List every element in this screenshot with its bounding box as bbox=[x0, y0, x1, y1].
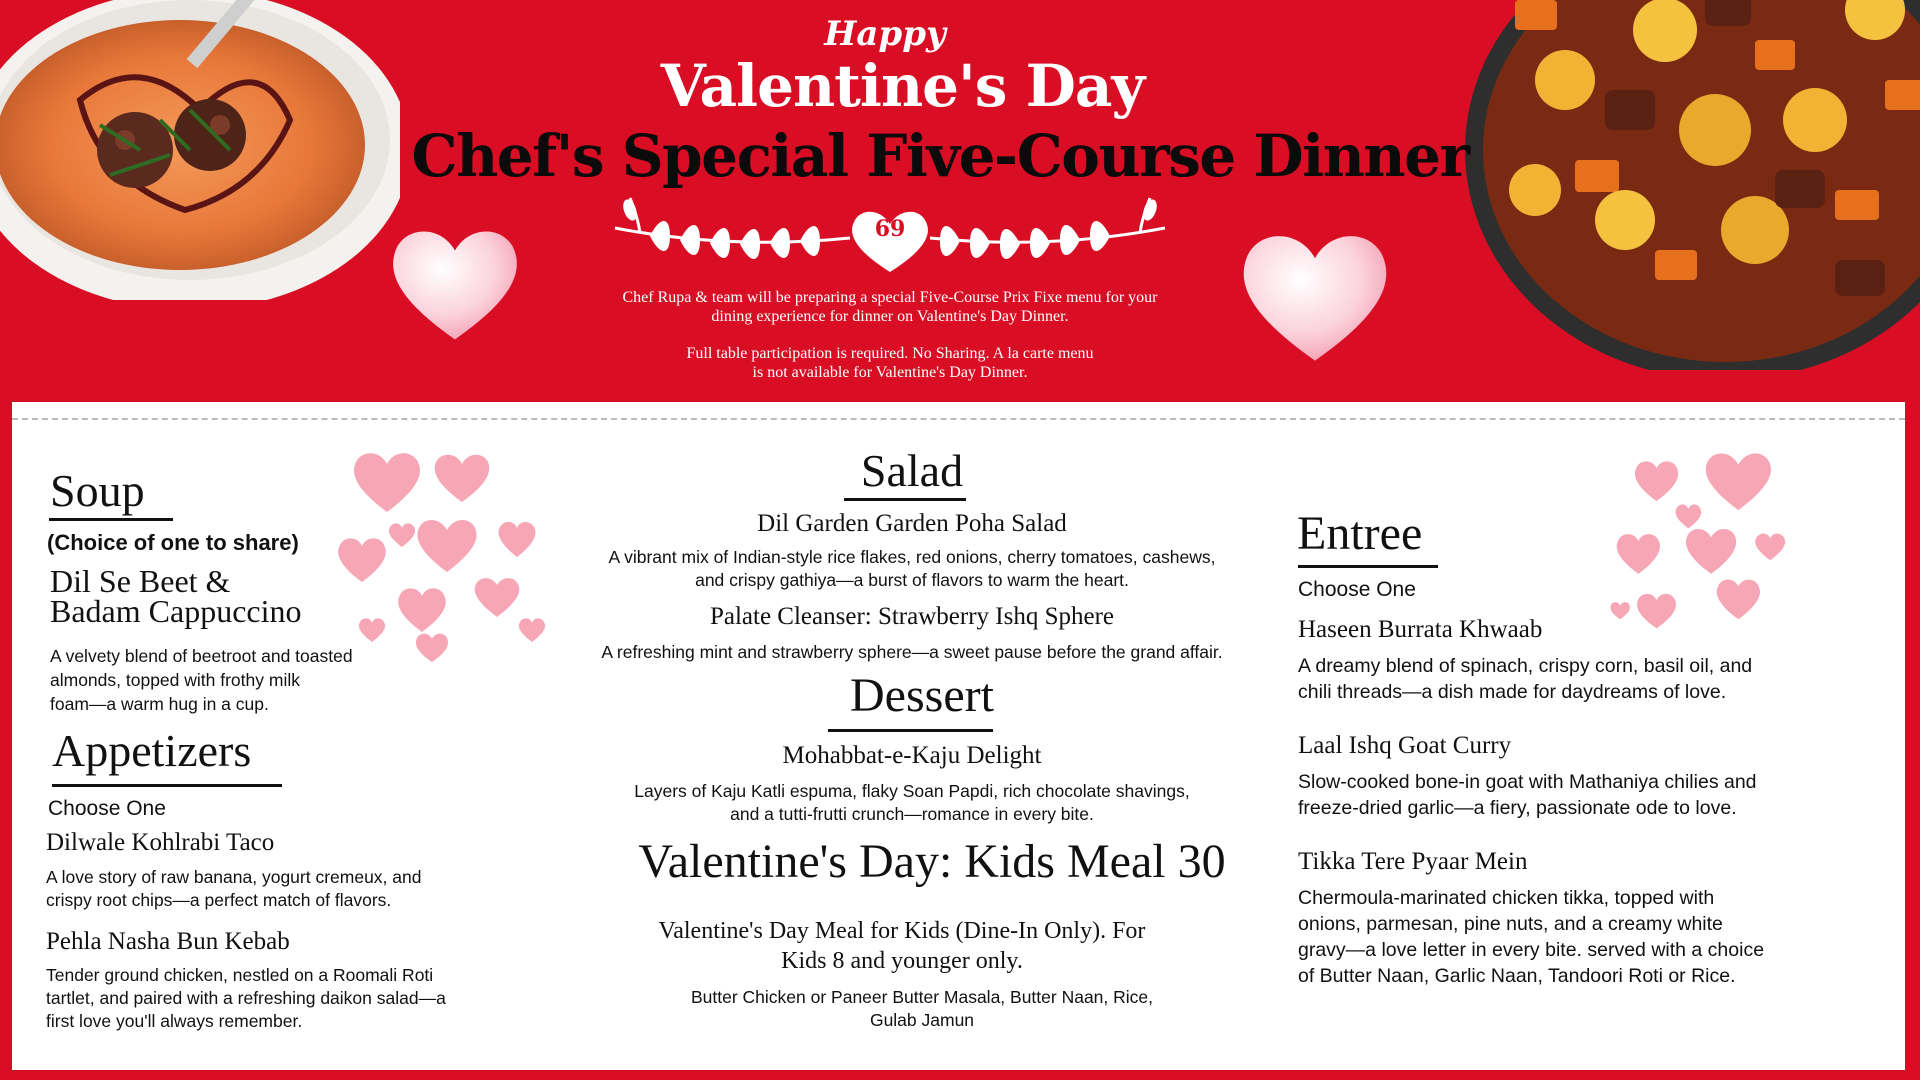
title-underline bbox=[1298, 565, 1438, 568]
desc-line: and a tutti-frutti crunch—romance in every bite. bbox=[730, 804, 1094, 824]
price-ornament bbox=[610, 188, 1170, 278]
desc-line: of Butter Naan, Garlic Naan, Tandoori Roti or Rice. bbox=[1298, 965, 1736, 987]
appetizer-item-description bbox=[46, 866, 421, 912]
section-title-entree: Entree bbox=[1297, 507, 1423, 560]
desc-line: Gulab Jamun bbox=[869, 1010, 975, 1030]
desc-line: onions, parmesan, pine nuts, and a creamy white bbox=[1298, 913, 1723, 935]
header-banner bbox=[0, 0, 1920, 400]
dessert-description bbox=[532, 780, 1292, 826]
entree-item-name: Haseen Burrata Khwaab bbox=[1298, 616, 1543, 643]
desc-line: A vibrant mix of Indian-style rice flakes, red onions, cherry tomatoes, cashews, bbox=[608, 547, 1216, 567]
dashed-divider bbox=[12, 418, 1905, 420]
desc-line: A love story of raw banana, yogurt cremeux, and bbox=[46, 867, 422, 887]
entree-item-description bbox=[1298, 653, 1752, 705]
desc-line: and crispy gathiya—a burst of flavors to warm the heart. bbox=[695, 570, 1129, 590]
dish-name-line: Badam Cappuccino bbox=[50, 593, 302, 629]
desc-line: tartlet, and paired with a refreshing daikon salad—a bbox=[46, 988, 446, 1008]
intro-text: is not available for Valentine's Day Dinner. bbox=[752, 364, 1028, 381]
desc-line: Valentine's Day Meal for Kids (Dine-In Only). For bbox=[658, 918, 1146, 944]
entree-item-description bbox=[1298, 885, 1764, 989]
soup-dish-name bbox=[50, 563, 302, 629]
intro-text: dining experience for dinner on Valentine's Day Dinner. bbox=[711, 308, 1069, 325]
desc-line: Tender ground chicken, nestled on a Roomali Roti bbox=[46, 965, 434, 985]
section-title-soup: Soup bbox=[50, 465, 145, 516]
section-title-appetizers: Appetizers bbox=[52, 725, 252, 776]
kids-meal-items bbox=[532, 986, 1312, 1032]
appetizer-item-description bbox=[46, 964, 446, 1033]
appetizer-item-name: Pehla Nasha Bun Kebab bbox=[46, 928, 290, 955]
appetizers-subtitle: Choose One bbox=[48, 797, 166, 820]
dessert-name: Mohabbat-e-Kaju Delight bbox=[782, 742, 1042, 769]
price-value: 69 bbox=[874, 216, 906, 242]
menu-panel bbox=[12, 402, 1905, 1070]
desc-line: gravy—a love letter in every bite. served with a choice bbox=[1298, 939, 1765, 961]
desc-line: A velvety blend of beetroot and toasted bbox=[50, 646, 353, 666]
desc-line: Slow-cooked bone-in goat with Mathaniya chilies and bbox=[1298, 771, 1757, 793]
soup-subtitle: (Choice of one to share) bbox=[47, 530, 299, 555]
title-underline bbox=[844, 498, 966, 501]
entree-item-description bbox=[1298, 769, 1757, 821]
section-title-salad: Salad bbox=[860, 445, 964, 496]
intro-text: Full table participation is required. No Sharing. A la carte menu bbox=[686, 345, 1094, 362]
desc-line: A dreamy blend of spinach, crispy corn, basil oil, and bbox=[1298, 655, 1753, 677]
kids-meal-description bbox=[532, 916, 1272, 976]
heart-cluster-icon bbox=[1602, 437, 1802, 647]
desc-line: Layers of Kaju Katli espuma, flaky Soan Papdi, rich chocolate shavings, bbox=[634, 781, 1190, 801]
desc-line: chili threads—a dish made for daydreams of love. bbox=[1298, 681, 1727, 703]
intro-text: Chef Rupa & team will be preparing a special Five-Course Prix Fixe menu for your bbox=[622, 289, 1158, 306]
section-title-dessert: Dessert bbox=[850, 669, 994, 722]
desc-line: Chermoula-marinated chicken tikka, topped with bbox=[1298, 887, 1715, 909]
soup-description bbox=[50, 644, 353, 716]
entree-item-name: Tikka Tere Pyaar Mein bbox=[1298, 848, 1528, 875]
desc-line: freeze-dried garlic—a fiery, passionate ode to love. bbox=[1298, 797, 1737, 819]
salad-item-name: Dil Garden Garden Poha Salad bbox=[757, 510, 1067, 537]
desc-line: almonds, topped with frothy milk bbox=[50, 670, 300, 690]
kids-meal-title: Valentine's Day: Kids Meal 30 bbox=[638, 835, 1226, 888]
entree-item-name: Laal Ishq Goat Curry bbox=[1298, 732, 1512, 759]
dish-name-line: Dil Se Beet & bbox=[50, 563, 231, 599]
title-underline bbox=[52, 784, 282, 787]
entree-subtitle: Choose One bbox=[1298, 578, 1416, 601]
title-underline bbox=[828, 729, 993, 732]
desc-line: Kids 8 and younger only. bbox=[781, 948, 1023, 974]
salad-item-description: A refreshing mint and strawberry sphere—a sweet pause before the grand affair. bbox=[601, 642, 1223, 662]
page-title: Chef's Special Five-Course Dinner bbox=[411, 122, 1469, 190]
desc-line: foam—a warm hug in a cup. bbox=[50, 694, 269, 714]
salad-item-description bbox=[532, 546, 1292, 592]
valentines-day-heading: Valentine's Day bbox=[660, 52, 1145, 120]
happy-label: Happy bbox=[824, 14, 946, 54]
heart-icon bbox=[1235, 220, 1395, 370]
desc-line: crispy root chips—a perfect match of flavors. bbox=[46, 890, 392, 910]
appetizer-item-name: Dilwale Kohlrabi Taco bbox=[46, 829, 275, 856]
desc-line: first love you'll always remember. bbox=[46, 1011, 303, 1031]
intro-paragraph-2 bbox=[540, 344, 1240, 382]
heart-icon bbox=[385, 220, 525, 345]
intro-paragraph-1 bbox=[540, 288, 1240, 326]
desc-line: Butter Chicken or Paneer Butter Masala, Butter Naan, Rice, bbox=[690, 987, 1154, 1007]
title-underline bbox=[49, 518, 173, 521]
salad-item-name: Palate Cleanser: Strawberry Ishq Sphere bbox=[709, 603, 1115, 630]
heart-cluster-icon bbox=[332, 442, 552, 672]
